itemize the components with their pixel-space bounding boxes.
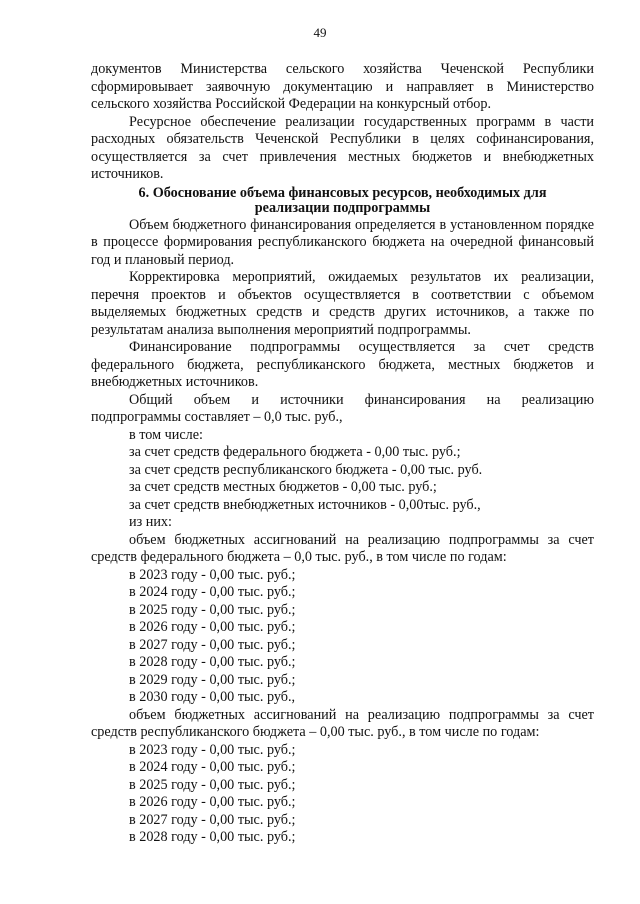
federal-year-item: в 2024 году - 0,00 тыс. руб.; [129, 584, 296, 600]
federal-year-item: в 2028 году - 0,00 тыс. руб.; [129, 654, 296, 670]
section-heading-line-1: 6. Обоснование объема финансовых ресурсов, необходимых для [138, 184, 547, 201]
federal-intro-line-2: средств федерального бюджета – 0,0 тыс. руб., в том числе по годам: [91, 549, 507, 565]
paragraph-submission: документов Министерства сельского хозяйства Чеченской Республики сформировывает заявочную документацию и направляет в Министерство сельского хозяйства Российской Федерации на конкурсный отбор. [91, 61, 594, 112]
paragraph-resource-support: Ресурсное обеспечение реализации государственных программ в части расходных обязательств Чеченской Республики в целях софинансирования, осуществляется за счет привлечения местных бюджетов и внебюджетных источников. [91, 113, 594, 182]
section-heading [91, 186, 594, 216]
page-number: 49 [313, 25, 327, 40]
republic-year-item: в 2023 году - 0,00 тыс. руб.; [129, 741, 296, 758]
in-total-label: в том числе: [129, 426, 203, 443]
republic-year-item: в 2026 году - 0,00 тыс. руб.; [129, 794, 296, 810]
federal-year-item: в 2029 году - 0,00 тыс. руб.; [129, 671, 296, 688]
federal-intro-line-1: объем бюджетных ассигнований на реализацию подпрограммы за счет [129, 531, 594, 548]
republic-intro-line-1: объем бюджетных ассигнований на реализацию подпрограммы за счет [129, 706, 594, 723]
republic-year-item: в 2025 году - 0,00 тыс. руб.; [129, 776, 296, 793]
source-extrabudgetary: за счет средств внебюджетных источников - 0,00тыс. руб., [129, 496, 481, 513]
source-federal: за счет средств федерального бюджета - 0,00 тыс. руб.; [129, 444, 461, 460]
republic-year-item: в 2028 году - 0,00 тыс. руб.; [129, 829, 296, 845]
republic-year-item: в 2024 году - 0,00 тыс. руб.; [129, 759, 296, 775]
section-heading-line-2: реализации подпрограммы [254, 199, 431, 216]
paragraph-budget-volume: Объем бюджетного финансирования определяется в установленном порядке в процессе формирования республиканского бюджета на очередной финансовый год и плановый период. [91, 216, 594, 268]
paragraph-adjustment: Корректировка мероприятий, ожидаемых результатов их реализации, перечня проектов и объектов осуществляется в соответствии с объемом выделяемых бюджетных средств и средств других источников, а также по результатам анализа выполнения мероприятий подпрограммы. [91, 269, 594, 338]
republic-intro-line-2: средств республиканского бюджета – 0,00 тыс. руб., в том числе по годам: [91, 724, 540, 740]
paragraph-total-line-1: Общий объем и источники финансирования на реализацию [129, 391, 594, 408]
federal-year-item: в 2025 году - 0,00 тыс. руб.; [129, 601, 296, 618]
of-them-label: из них: [129, 514, 172, 530]
source-republic: за счет средств республиканского бюджета - 0,00 тыс. руб. [129, 461, 483, 478]
federal-year-item: в 2026 году - 0,00 тыс. руб.; [129, 619, 296, 635]
federal-year-item: в 2030 году - 0,00 тыс. руб., [129, 689, 296, 705]
document-body [91, 61, 594, 847]
paragraph-financing-sources: Финансирование подпрограммы осуществляется за счет средств федерального бюджета, республиканского бюджета, местных бюджетов и внебюджетных источников. [91, 339, 594, 390]
federal-year-item: в 2023 году - 0,00 тыс. руб.; [129, 566, 296, 583]
source-local: за счет средств местных бюджетов - 0,00 тыс. руб.; [129, 479, 437, 495]
paragraph-total-line-2: подпрограммы составляет – 0,0 тыс. руб., [91, 409, 343, 425]
republic-year-item: в 2027 году - 0,00 тыс. руб.; [129, 811, 296, 828]
federal-year-item: в 2027 году - 0,00 тыс. руб.; [129, 636, 296, 653]
